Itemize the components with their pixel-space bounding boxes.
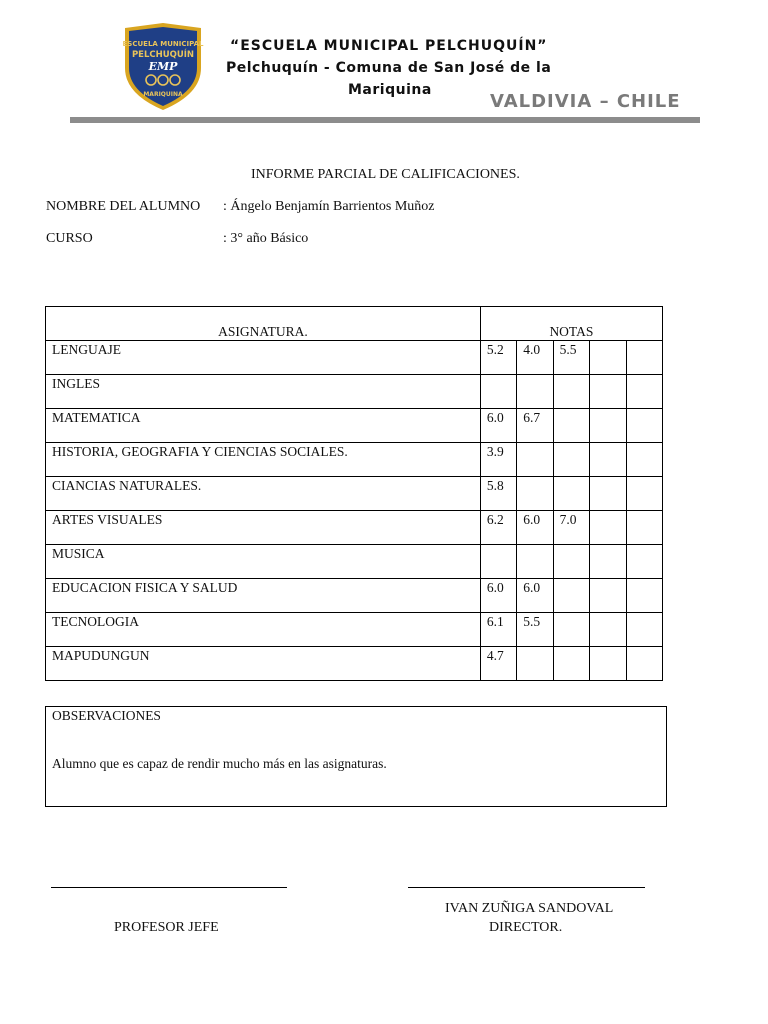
course-label: CURSO — [46, 231, 93, 246]
grade-cell — [553, 443, 589, 477]
grade-cell: 3.9 — [480, 443, 516, 477]
subject-cell: CIANCIAS NATURALES. — [46, 477, 481, 511]
table-header-row — [46, 307, 663, 341]
grade-cell — [590, 613, 626, 647]
grade-cell: 4.0 — [517, 341, 553, 375]
grade-cell: 7.0 — [553, 511, 589, 545]
subject-cell: LENGUAJE — [46, 341, 481, 375]
observations-box — [45, 706, 667, 807]
grade-cell: 6.0 — [517, 511, 553, 545]
subject-cell: HISTORIA, GEOGRAFIA Y CIENCIAS SOCIALES. — [46, 443, 481, 477]
grade-cell — [590, 443, 626, 477]
subject-cell: MAPUDUNGUN — [46, 647, 481, 681]
observations-title: OBSERVACIONES — [52, 708, 161, 723]
grade-cell — [626, 647, 663, 681]
grade-cell — [517, 647, 553, 681]
grade-cell — [626, 477, 663, 511]
table-row — [46, 579, 663, 613]
grade-cell — [517, 477, 553, 511]
grade-cell — [590, 647, 626, 681]
table-row — [46, 477, 663, 511]
svg-text:EMP: EMP — [148, 60, 178, 73]
school-city: VALDIVIA – CHILE — [490, 91, 681, 112]
grade-cell: 6.2 — [480, 511, 516, 545]
school-address: Pelchuquín - Comuna de San José de la — [226, 60, 552, 76]
grade-cell — [590, 341, 626, 375]
grade-cell: 6.1 — [480, 613, 516, 647]
grade-cell: 5.5 — [517, 613, 553, 647]
table-row — [46, 409, 663, 443]
grade-cell: 5.8 — [480, 477, 516, 511]
grade-cell — [553, 613, 589, 647]
grade-cell — [517, 375, 553, 409]
grade-cell: 6.0 — [517, 579, 553, 613]
grade-cell — [590, 477, 626, 511]
subject-cell: TECNOLOGIA — [46, 613, 481, 647]
grade-cell — [553, 477, 589, 511]
grade-cell — [553, 545, 589, 579]
grade-cell — [590, 545, 626, 579]
grade-cell — [480, 545, 516, 579]
report-title: INFORME PARCIAL DE CALIFICACIONES. — [251, 167, 520, 182]
grade-cell — [590, 579, 626, 613]
table-row — [46, 545, 663, 579]
grade-cell: 6.0 — [480, 579, 516, 613]
grade-cell: 5.2 — [480, 341, 516, 375]
grade-cell — [626, 409, 663, 443]
grade-cell: 6.7 — [517, 409, 553, 443]
svg-text:ESCUELA MUNICIPAL: ESCUELA MUNICIPAL — [122, 40, 204, 48]
grade-cell — [517, 443, 553, 477]
grade-cell — [626, 613, 663, 647]
grade-cell — [553, 579, 589, 613]
school-name: “ESCUELA MUNICIPAL PELCHUQUÍN” — [230, 38, 548, 54]
subject-cell: INGLES — [46, 375, 481, 409]
grade-cell — [626, 341, 663, 375]
signature-director-name: IVAN ZUÑIGA SANDOVAL — [445, 901, 614, 916]
observations-text: Alumno que es capaz de rendir mucho más en las asignaturas. — [52, 756, 387, 771]
grade-cell — [626, 579, 663, 613]
grade-cell — [626, 375, 663, 409]
grade-cell — [590, 375, 626, 409]
grade-cell: 4.7 — [480, 647, 516, 681]
grade-cell — [553, 409, 589, 443]
table-row — [46, 375, 663, 409]
header-divider — [70, 117, 700, 123]
student-name-label: NOMBRE DEL ALUMNO — [46, 199, 201, 214]
grade-cell — [553, 647, 589, 681]
subject-cell: EDUCACION FISICA Y SALUD — [46, 579, 481, 613]
table-row — [46, 443, 663, 477]
signature-teacher-title: PROFESOR JEFE — [114, 920, 219, 935]
grade-cell: 5.5 — [553, 341, 589, 375]
grade-cell — [553, 375, 589, 409]
table-row — [46, 613, 663, 647]
subject-cell: MATEMATICA — [46, 409, 481, 443]
student-name-value: : Ángelo Benjamín Barrientos Muñoz — [223, 199, 435, 214]
svg-text:MARIQUINA: MARIQUINA — [143, 91, 183, 98]
signature-line-director — [408, 887, 645, 888]
table-row — [46, 511, 663, 545]
school-address-line-2: Mariquina — [348, 82, 432, 98]
course-value: : 3° año Básico — [223, 231, 309, 246]
grade-cell — [626, 443, 663, 477]
grades-column-header: NOTAS — [480, 307, 662, 341]
school-crest-logo — [121, 22, 205, 112]
grade-cell — [590, 409, 626, 443]
table-row — [46, 647, 663, 681]
grade-cell: 6.0 — [480, 409, 516, 443]
table-row — [46, 341, 663, 375]
svg-text:PELCHUQUÍN: PELCHUQUÍN — [131, 50, 195, 60]
subject-cell: MUSICA — [46, 545, 481, 579]
subject-cell: ARTES VISUALES — [46, 511, 481, 545]
grade-cell — [626, 511, 663, 545]
grade-cell — [590, 511, 626, 545]
grades-table — [45, 306, 663, 681]
signature-line-teacher — [51, 887, 287, 888]
grade-cell — [517, 545, 553, 579]
grade-cell — [480, 375, 516, 409]
subject-column-header: ASIGNATURA. — [46, 307, 481, 341]
grade-cell — [626, 545, 663, 579]
signature-director-title: DIRECTOR. — [489, 920, 563, 935]
